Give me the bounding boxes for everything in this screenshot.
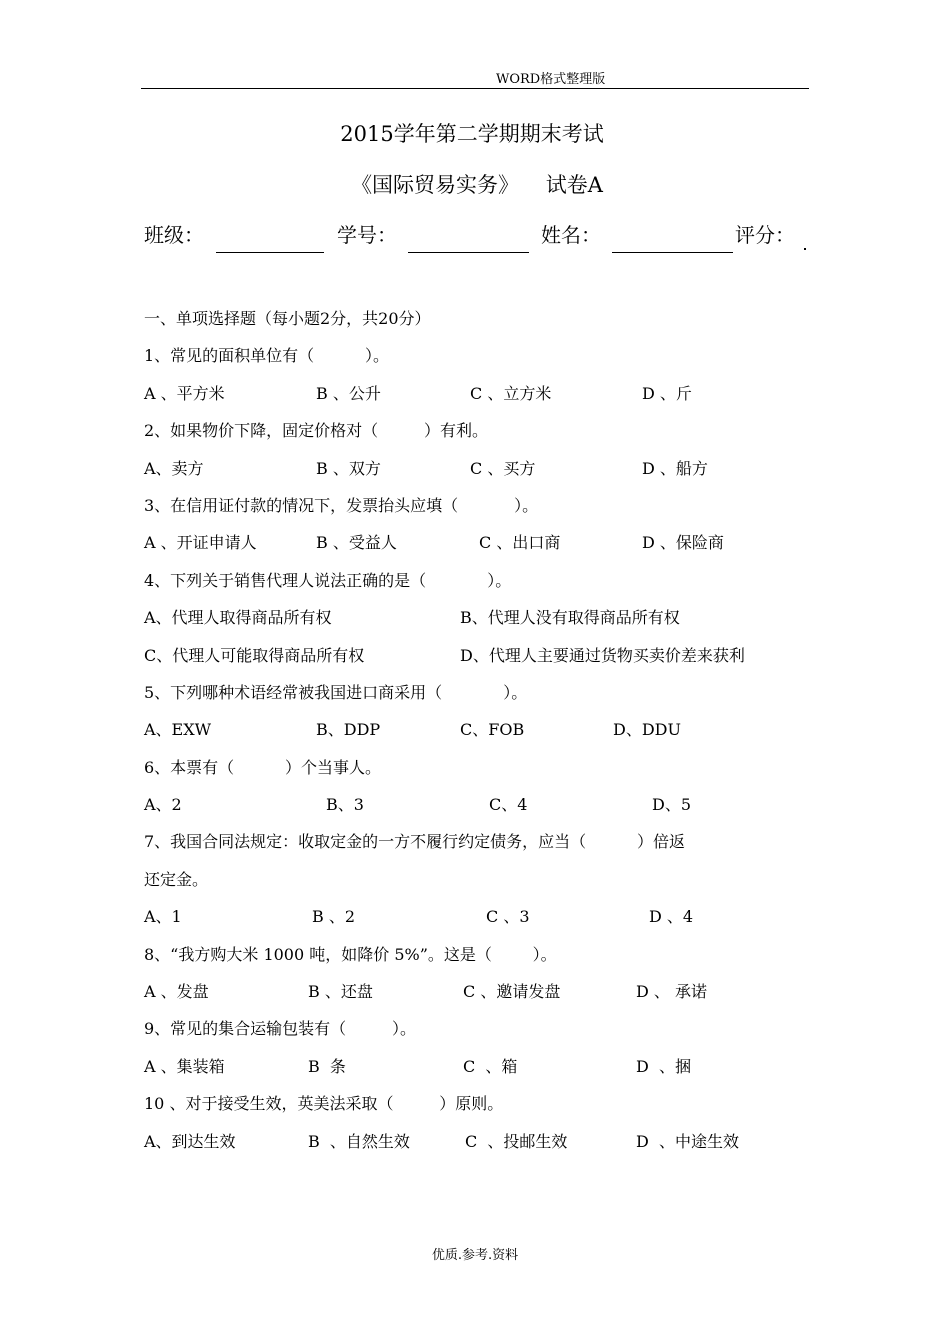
option-d[interactable]: D 、 承诺 (636, 982, 708, 1002)
option-a[interactable]: A 、集装箱 (144, 1056, 225, 1076)
question-2-options (144, 457, 814, 494)
option-c[interactable]: C 、出口商 (479, 533, 561, 553)
option-a[interactable]: A、到达生效 (144, 1131, 236, 1151)
question-7-continued: 还定金。 (144, 869, 209, 889)
class-blank[interactable] (216, 252, 324, 253)
option-b[interactable]: B 、自然生效 (308, 1131, 410, 1151)
name-blank[interactable] (612, 252, 733, 253)
question-4-options-row2 (144, 644, 814, 681)
question-4: 4、下列关于销售代理人说法正确的是（ ）。 (144, 570, 512, 590)
option-b[interactable]: B、3 (326, 795, 364, 815)
option-c[interactable]: C 、投邮生效 (465, 1131, 568, 1151)
option-b[interactable]: B 、公升 (316, 383, 381, 403)
option-c[interactable]: C 、立方米 (470, 383, 552, 403)
section-heading: 一、单项选择题（每小题2分，共20分） (144, 309, 431, 328)
option-d[interactable]: D、代理人主要通过货物买卖价差来获利 (460, 645, 745, 665)
option-a[interactable]: A 、开证申请人 (144, 533, 257, 553)
option-b[interactable]: B 、受益人 (316, 533, 397, 553)
class-label: 班级： (144, 223, 204, 247)
option-d[interactable]: D 、中途生效 (636, 1131, 740, 1151)
question-10-options (144, 1130, 814, 1167)
question-6: 6、本票有（ ）个当事人。 (144, 757, 382, 777)
question-3: 3、在信用证付款的情况下，发票抬头应填（ ）。 (144, 495, 539, 515)
option-a[interactable]: A、卖方 (144, 458, 204, 478)
score-mark (804, 248, 806, 250)
option-d[interactable]: D 、4 (649, 907, 694, 927)
option-d[interactable]: D 、保险商 (642, 533, 724, 553)
question-5: 5、下列哪种术语经常被我国进口商采用（ ）。 (144, 682, 528, 702)
exam-subtitle: 《国际贸易实务》 试卷A (351, 173, 603, 197)
option-c[interactable]: C、FOB (460, 720, 525, 740)
exam-title: 2015学年第二学期期末考试 (340, 122, 604, 146)
question-list (144, 307, 814, 1167)
question-10: 10 、对于接受生效，英美法采取（ ）原则。 (144, 1094, 504, 1114)
question-7: 7、我国合同法规定：收取定金的一方不履行约定债务，应当（ ）倍返 (144, 832, 686, 852)
student-id-blank[interactable] (408, 252, 529, 253)
option-c[interactable]: C 、邀请发盘 (463, 982, 561, 1002)
option-c[interactable]: C、代理人可能取得商品所有权 (144, 645, 365, 665)
option-a[interactable]: A、代理人取得商品所有权 (144, 608, 332, 628)
option-b[interactable]: B 、还盘 (308, 982, 373, 1002)
option-b[interactable]: B 条 (308, 1056, 346, 1076)
option-a[interactable]: A 、平方米 (144, 383, 225, 403)
header-rule (141, 88, 809, 89)
question-5-options (144, 718, 814, 755)
option-d[interactable]: D、DDU (613, 720, 681, 740)
question-4-options-row1 (144, 606, 814, 643)
option-d[interactable]: D 、捆 (636, 1056, 692, 1076)
option-d[interactable]: D、5 (652, 795, 692, 815)
option-d[interactable]: D 、斤 (642, 383, 692, 403)
option-c[interactable]: C、4 (489, 795, 528, 815)
question-1-options (144, 382, 814, 419)
option-a[interactable]: A、EXW (144, 720, 212, 740)
option-b[interactable]: B、DDP (316, 720, 381, 740)
page-header: WORD格式整理版 (496, 72, 606, 87)
question-6-options (144, 793, 814, 830)
option-d[interactable]: D 、船方 (642, 458, 708, 478)
question-2: 2、如果物价下降，固定价格对（ ）有利。 (144, 421, 488, 441)
question-8-options (144, 980, 814, 1017)
question-3-options (144, 531, 814, 568)
option-b[interactable]: B 、双方 (316, 458, 381, 478)
question-9-options (144, 1055, 814, 1092)
option-c[interactable]: C 、箱 (463, 1056, 518, 1076)
question-7-options (144, 905, 814, 942)
page-footer: 优质.参考.资料 (431, 1248, 519, 1263)
score-label: 评分： (735, 223, 795, 247)
question-8: 8、“我方购大米 1000 吨，如降价 5%”。这是（ ）。 (144, 944, 557, 964)
option-c[interactable]: C 、买方 (470, 458, 536, 478)
option-b[interactable]: B 、2 (312, 907, 356, 927)
name-label: 姓名： (541, 223, 601, 247)
option-a[interactable]: A、2 (144, 795, 182, 815)
option-c[interactable]: C 、3 (486, 907, 530, 927)
student-id-label: 学号： (337, 223, 397, 247)
option-a[interactable]: A、1 (144, 907, 182, 927)
option-b[interactable]: B、代理人没有取得商品所有权 (460, 608, 680, 628)
question-1: 1、常见的面积单位有（ ）。 (144, 346, 390, 366)
question-9: 9、常见的集合运输包装有（ ）。 (144, 1019, 416, 1039)
option-a[interactable]: A 、发盘 (144, 982, 209, 1002)
